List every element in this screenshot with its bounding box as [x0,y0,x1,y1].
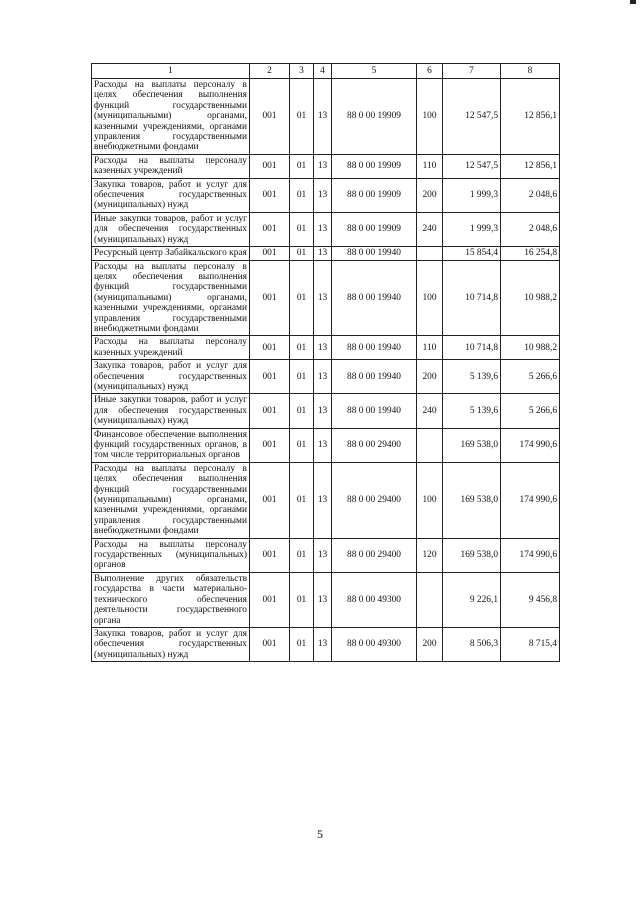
target-article-cell: 88 0 00 19909 [332,178,417,212]
expense-type-cell: 100 [417,79,443,155]
amount-year2-cell: 5 266,6 [501,360,560,394]
expense-name-cell: Расходы на выплаты персоналу в целях обеспечения выполнения функций государственными (муниципальными) органами, казенными учреждениями, органами управления государственными внебюджетными фондами [92,260,250,336]
subsection-code-cell: 13 [314,462,332,538]
table-row [92,154,560,178]
amount-year1-cell: 12 547,5 [443,79,501,155]
amount-year2-cell: 2 048,6 [501,178,560,212]
section-code-cell: 01 [290,247,314,260]
budget-table [91,63,560,662]
amount-year1-cell: 169 538,0 [443,428,501,462]
column-header: 7 [443,64,501,79]
ministry-code-cell: 001 [250,360,290,394]
column-header: 6 [417,64,443,79]
table-row [92,260,560,336]
table-row [92,336,560,360]
section-code-cell: 01 [290,336,314,360]
amount-year2-cell: 12 856,1 [501,79,560,155]
target-article-cell: 88 0 00 19909 [332,212,417,246]
expense-type-cell: 110 [417,336,443,360]
amount-year1-cell: 1 999,3 [443,178,501,212]
table-row [92,247,560,260]
section-code-cell: 01 [290,572,314,627]
expense-name-cell: Расходы на выплаты персоналу казенных учреждений [92,336,250,360]
amount-year2-cell: 12 856,1 [501,154,560,178]
amount-year1-cell: 15 854,4 [443,247,501,260]
amount-year1-cell: 169 538,0 [443,462,501,538]
subsection-code-cell: 13 [314,178,332,212]
ministry-code-cell: 001 [250,212,290,246]
ministry-code-cell: 001 [250,627,290,661]
expense-type-cell: 120 [417,538,443,572]
amount-year1-cell: 9 226,1 [443,572,501,627]
expense-type-cell: 200 [417,178,443,212]
expense-type-cell: 240 [417,212,443,246]
amount-year1-cell: 10 714,8 [443,336,501,360]
ministry-code-cell: 001 [250,178,290,212]
table-row [92,79,560,155]
amount-year2-cell: 8 715,4 [501,627,560,661]
ministry-code-cell: 001 [250,336,290,360]
amount-year1-cell: 8 506,3 [443,627,501,661]
table-row [92,572,560,627]
expense-name-cell: Расходы на выплаты персоналу государственных (муниципальных) органов [92,538,250,572]
column-header: 5 [332,64,417,79]
subsection-code-cell: 13 [314,154,332,178]
section-code-cell: 01 [290,260,314,336]
expense-type-cell [417,572,443,627]
subsection-code-cell: 13 [314,360,332,394]
subsection-code-cell: 13 [314,247,332,260]
column-header: 4 [314,64,332,79]
section-code-cell: 01 [290,154,314,178]
section-code-cell: 01 [290,212,314,246]
expense-name-cell: Расходы на выплаты персоналу в целях обеспечения выполнения функций государственными (муниципальными) органами, казенными учреждениями, органами управления государственными внебюджетными фондами [92,462,250,538]
target-article-cell: 88 0 00 19940 [332,394,417,428]
section-code-cell: 01 [290,538,314,572]
amount-year1-cell: 5 139,6 [443,360,501,394]
ministry-code-cell: 001 [250,462,290,538]
ministry-code-cell: 001 [250,247,290,260]
ministry-code-cell: 001 [250,428,290,462]
amount-year2-cell: 174 990,6 [501,538,560,572]
subsection-code-cell: 13 [314,336,332,360]
amount-year1-cell: 169 538,0 [443,538,501,572]
target-article-cell: 88 0 00 19909 [332,79,417,155]
subsection-code-cell: 13 [314,260,332,336]
table-row [92,360,560,394]
section-code-cell: 01 [290,627,314,661]
subsection-code-cell: 13 [314,538,332,572]
amount-year1-cell: 12 547,5 [443,154,501,178]
table-row [92,428,560,462]
target-article-cell: 88 0 00 29400 [332,462,417,538]
amount-year2-cell: 16 254,8 [501,247,560,260]
subsection-code-cell: 13 [314,428,332,462]
expense-type-cell: 240 [417,394,443,428]
expense-name-cell: Расходы на выплаты персоналу казенных учреждений [92,154,250,178]
target-article-cell: 88 0 00 29400 [332,538,417,572]
expense-type-cell: 200 [417,360,443,394]
column-header: 3 [290,64,314,79]
ministry-code-cell: 001 [250,538,290,572]
target-article-cell: 88 0 00 19940 [332,360,417,394]
expense-type-cell: 100 [417,462,443,538]
subsection-code-cell: 13 [314,394,332,428]
column-header: 1 [92,64,250,79]
expense-name-cell: Ресурсный центр Забайкальского края [92,247,250,260]
ministry-code-cell: 001 [250,79,290,155]
expense-type-cell: 200 [417,627,443,661]
amount-year2-cell: 5 266,6 [501,394,560,428]
amount-year2-cell: 10 988,2 [501,336,560,360]
column-header: 8 [501,64,560,79]
expense-name-cell: Выполнение других обязательств государства в части материально-технического обеспечения деятельности государственного органа [92,572,250,627]
page-number: 5 [317,827,323,841]
expense-type-cell: 100 [417,260,443,336]
table-row [92,627,560,661]
ministry-code-cell: 001 [250,154,290,178]
amount-year2-cell: 10 988,2 [501,260,560,336]
target-article-cell: 88 0 00 49300 [332,627,417,661]
amount-year1-cell: 1 999,3 [443,212,501,246]
section-code-cell: 01 [290,360,314,394]
subsection-code-cell: 13 [314,79,332,155]
ministry-code-cell: 001 [250,572,290,627]
target-article-cell: 88 0 00 19909 [332,154,417,178]
section-code-cell: 01 [290,178,314,212]
table-header-row [92,64,560,79]
scan-corner-mark [630,0,636,4]
table-row [92,538,560,572]
subsection-code-cell: 13 [314,212,332,246]
amount-year2-cell: 174 990,6 [501,462,560,538]
expense-name-cell: Иные закупки товаров, работ и услуг для обеспечения государственных (муниципальных) нужд [92,394,250,428]
subsection-code-cell: 13 [314,572,332,627]
expense-type-cell: 110 [417,154,443,178]
target-article-cell: 88 0 00 49300 [332,572,417,627]
expense-name-cell: Расходы на выплаты персоналу в целях обеспечения выполнения функций государственными (муниципальными) органами, казенными учреждениями, органами управления государственными внебюджетными фондами [92,79,250,155]
table-row [92,394,560,428]
target-article-cell: 88 0 00 19940 [332,336,417,360]
amount-year2-cell: 174 990,6 [501,428,560,462]
target-article-cell: 88 0 00 19940 [332,247,417,260]
table-row [92,462,560,538]
expense-type-cell [417,428,443,462]
target-article-cell: 88 0 00 19940 [332,260,417,336]
expense-name-cell: Иные закупки товаров, работ и услуг для обеспечения государственных (муниципальных) нужд [92,212,250,246]
expense-name-cell: Закупка товаров, работ и услуг для обеспечения государственных (муниципальных) нужд [92,360,250,394]
expense-type-cell [417,247,443,260]
amount-year2-cell: 2 048,6 [501,212,560,246]
section-code-cell: 01 [290,462,314,538]
table-row [92,178,560,212]
column-header: 2 [250,64,290,79]
section-code-cell: 01 [290,394,314,428]
amount-year2-cell: 9 456,8 [501,572,560,627]
ministry-code-cell: 001 [250,394,290,428]
section-code-cell: 01 [290,428,314,462]
amount-year1-cell: 10 714,8 [443,260,501,336]
ministry-code-cell: 001 [250,260,290,336]
section-code-cell: 01 [290,79,314,155]
table-row [92,212,560,246]
expense-name-cell: Финансовое обеспечение выполнения функций государственных органов, в том числе территориальных органов [92,428,250,462]
amount-year1-cell: 5 139,6 [443,394,501,428]
expense-name-cell: Закупка товаров, работ и услуг для обеспечения государственных (муниципальных) нужд [92,178,250,212]
expense-name-cell: Закупка товаров, работ и услуг для обеспечения государственных (муниципальных) нужд [92,627,250,661]
subsection-code-cell: 13 [314,627,332,661]
target-article-cell: 88 0 00 29400 [332,428,417,462]
